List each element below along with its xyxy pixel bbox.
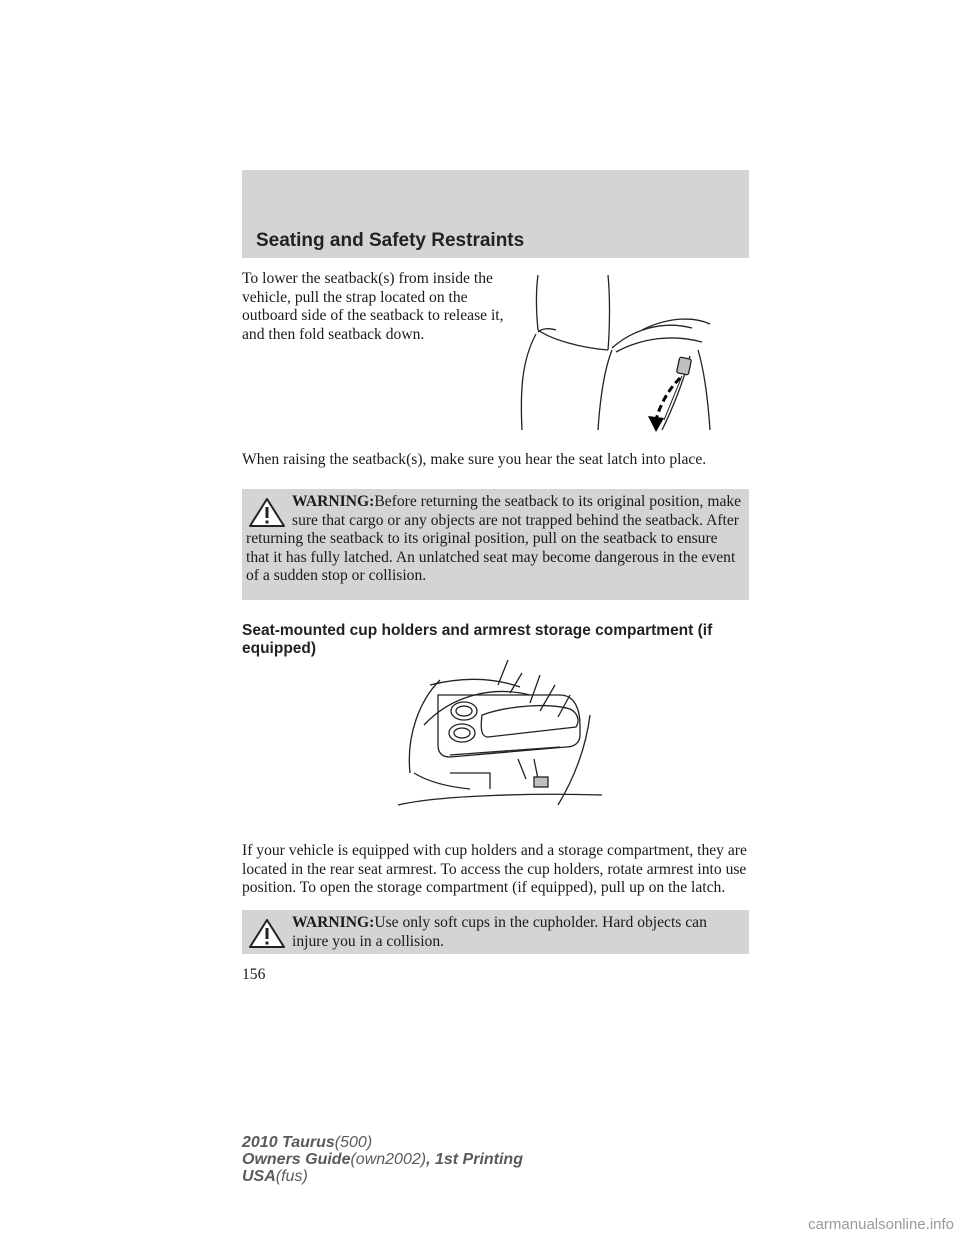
warning-box-seatback bbox=[242, 489, 749, 600]
section-title: Seating and Safety Restraints bbox=[256, 230, 525, 251]
warning-label: WARNING: bbox=[292, 493, 375, 510]
watermark-link[interactable]: carmanualsonline.info bbox=[808, 1216, 954, 1233]
warning-triangle-icon bbox=[246, 914, 288, 950]
footer-market-code: (fus) bbox=[275, 1168, 308, 1185]
warning-box-cupholder bbox=[242, 910, 749, 954]
raise-seatback-paragraph: When raising the seatback(s), make sure you hear the seat latch into place. bbox=[242, 451, 707, 468]
armrest-cupholder-illustration bbox=[390, 655, 605, 835]
lower-seatback-paragraph: To lower the seatback(s) from inside the vehicle, pull the strap located on the outboard side of the seatback to release it, and then fold seatback down. bbox=[242, 270, 504, 343]
cupholder-paragraph: If your vehicle is equipped with cup holders and a storage compartment, they are located in the rear seat armrest. To access the cup holders, rotate armrest into use position. To open the storage compartment (if equipped), pull up on the latch. bbox=[242, 842, 747, 896]
footer-model: 2010 Taurus bbox=[242, 1134, 335, 1151]
cupholder-subheading: Seat-mounted cup holders and armrest storage compartment (if equipped) bbox=[242, 622, 713, 657]
warning-text: Use only soft cups in the cupholder. Hard objects can injure you in a collision. bbox=[292, 914, 707, 950]
footer-market: USA bbox=[242, 1168, 276, 1185]
footer-printing: , 1st Printing bbox=[426, 1151, 523, 1168]
footer-guide: Owners Guide bbox=[242, 1151, 351, 1168]
page-number: 156 bbox=[242, 966, 266, 983]
warning-label: WARNING: bbox=[292, 914, 375, 931]
footer-guide-code: (own2002) bbox=[350, 1151, 427, 1168]
footer-model-code: (500) bbox=[334, 1134, 373, 1151]
warning-triangle-icon bbox=[246, 493, 288, 529]
document-footer bbox=[242, 1134, 523, 1185]
seatback-strap-illustration bbox=[512, 270, 714, 440]
warning-text: Before returning the seatback to its original position, make sure that cargo or any objects are not trapped behind the seatback. After returning the seatback to its original position, pull on the seatback to ensure that it has fully latched. An unlatched seat may become dangerous in the event of a sudden stop or collision. bbox=[246, 493, 742, 584]
